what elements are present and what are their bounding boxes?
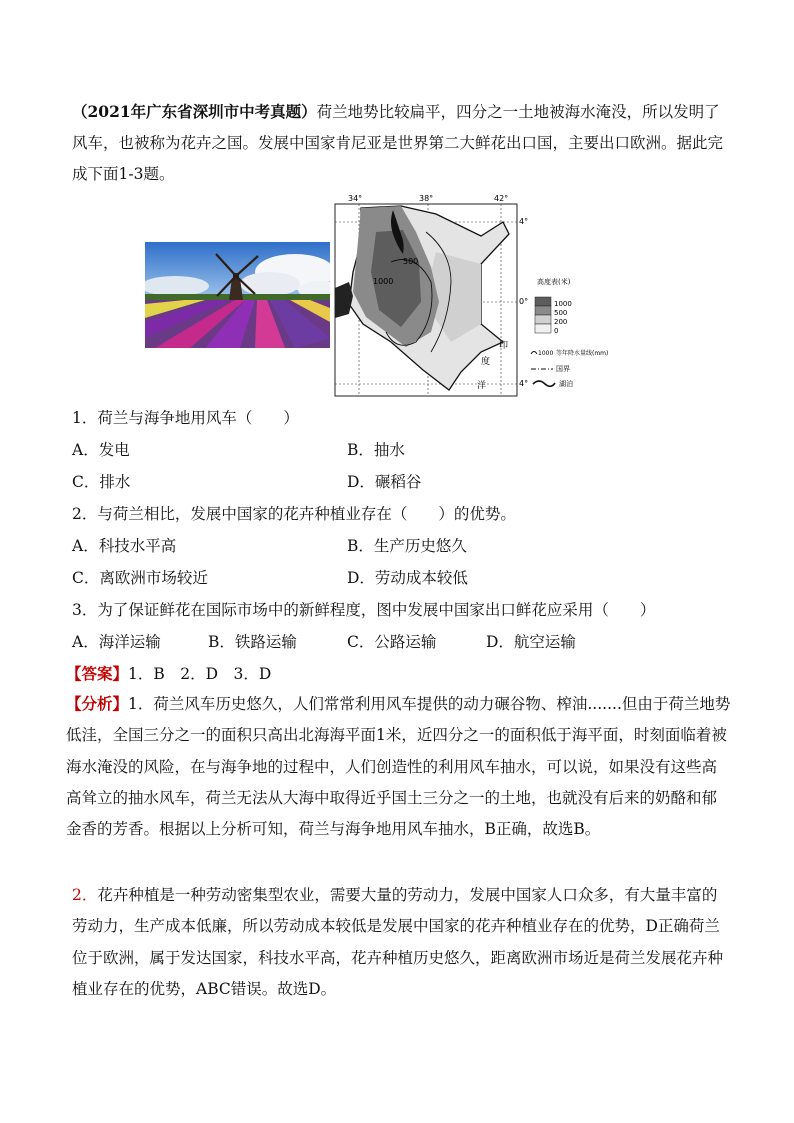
q3-option-a: A．海洋运输	[72, 633, 161, 651]
analysis-label: 【分析】	[66, 694, 129, 713]
legend-level-1000: 1000	[554, 300, 572, 308]
q1-option-d: D．碾稻谷	[347, 473, 422, 491]
q1-option-c: C．排水	[72, 473, 131, 491]
source-label: （2021年广东省深圳市中考真题）	[72, 102, 317, 121]
lon-label-34: 34°	[348, 194, 363, 203]
legend-isohyet-label: 等年降水量线(mm)	[556, 350, 609, 357]
analysis-text-1: 1．荷兰风车历史悠久，人们常常利用风车提供的动力碾谷物、榨油.......但由于荷兰地势低洼，全国三分之一的面积只高出北海海平面1米，近四分之一的面积低于海平面，时刻面临着被海水淹没的风险，在与海争地的过程中，人们创造性的利用风车抽水，可以说，如果没有这些高高耸立的抽水风车，荷兰无法从大海中取得近乎国土三分之一的土地，也就没有后来的奶酪和郁金香的芳香。根据以上分析可知，荷兰与海争地用风车抽水，B正确，故选B。	[66, 695, 731, 839]
q3-option-d: D．航空运输	[486, 633, 576, 651]
analysis-paragraph-1	[66, 688, 732, 845]
q1-option-a: A．发电	[72, 441, 130, 459]
q3-option-c: C．公路运输	[347, 633, 437, 651]
question-1-stem: 1．荷兰与海争地用风车（ ）	[72, 409, 299, 427]
lat-label-4s: 4°	[519, 379, 529, 388]
windmill-tulip-photo	[145, 242, 330, 348]
intro-text: 荷兰地势比较扁平，四分之一土地被海水淹没，所以发明了风车，也被称为花卉之国。发展中国家肯尼亚是世界第二大鲜花出口国，主要出口欧洲。据此完成下面1-3题。	[72, 103, 724, 183]
sea-char-3: 洋	[477, 381, 487, 391]
q2-option-d: D．劳动成本较低	[347, 569, 468, 587]
legend-level-200: 200	[554, 318, 568, 326]
legend-border: 国界	[556, 365, 570, 373]
sea-char-1: 印	[499, 341, 509, 351]
lon-label-42: 42°	[494, 194, 509, 203]
map-legend	[531, 277, 608, 388]
sea-char-2: 度	[481, 357, 491, 367]
answer-text: 1．B 2．D 3．D	[128, 665, 272, 683]
legend-level-500: 500	[554, 309, 568, 317]
q2-option-c: C．离欧洲市场较近	[72, 569, 208, 587]
question-2-stem: 2．与荷兰相比，发展中国家的花卉种植业存在（ ）的优势。	[72, 505, 516, 523]
contour-label-500: 500	[403, 257, 419, 266]
legend-lake: 湖泊	[559, 380, 573, 388]
legend-level-0: 0	[554, 327, 559, 335]
analysis-2-number: 2．	[72, 886, 98, 904]
q2-option-b: B．生产历史悠久	[347, 537, 467, 555]
q2-option-a: A．科技水平高	[72, 537, 177, 555]
lon-label-38: 38°	[419, 194, 434, 203]
legend-isohyet-value: 1000	[538, 350, 554, 357]
lat-label-0: 0°	[519, 297, 529, 306]
answer-label: 【答案】	[66, 664, 129, 683]
contour-label-1000: 1000	[373, 277, 394, 286]
question-3-stem: 3．为了保证鲜花在国际市场中的新鲜程度，图中发展中国家出口鲜花应采用（ ）	[72, 601, 656, 619]
lat-label-4n: 4°	[519, 217, 529, 226]
analysis-paragraph-2	[72, 880, 732, 1005]
analysis-text-2: 花卉种植是一种劳动密集型农业，需要大量的劳动力，发展中国家人口众多，有大量丰富的劳动力，生产成本低廉，所以劳动成本较低是发展中国家的花卉种植业存在的优势，D正确荷兰位于欧洲，属于发达国家，科技水平高，花卉种植历史悠久，距离欧洲市场近是荷兰发展花卉种植业存在的优势，ABC错误。故选D。	[72, 886, 724, 998]
legend-title: 高度表(米)	[537, 278, 571, 286]
answer-line	[66, 662, 271, 686]
intro-paragraph	[72, 96, 732, 190]
q3-option-b: B．铁路运输	[208, 633, 297, 651]
q1-option-b: B．抽水	[347, 441, 405, 459]
kenya-map	[331, 192, 621, 400]
